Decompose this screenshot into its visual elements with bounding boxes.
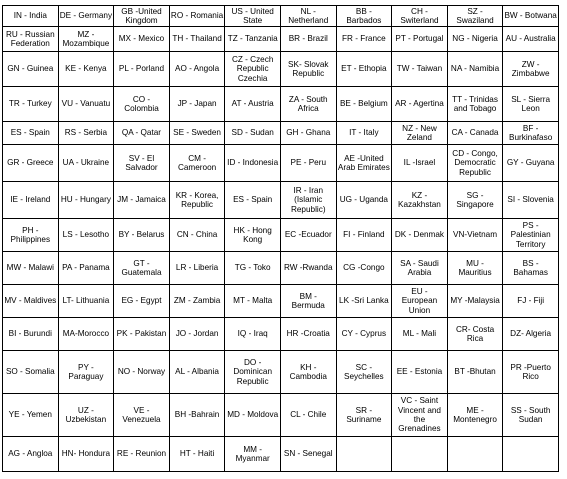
table-cell: FI - Finland bbox=[336, 219, 392, 252]
table-cell: EG - Egypt bbox=[114, 285, 170, 318]
table-cell: LK -Sri Lanka bbox=[336, 285, 392, 318]
table-cell: SD - Sudan bbox=[225, 122, 281, 145]
table-cell: HU - Hungary bbox=[58, 182, 114, 219]
table-cell: US - United State bbox=[225, 6, 281, 27]
table-cell: CL - Chile bbox=[280, 394, 336, 437]
table-cell: ID - Indonesia bbox=[225, 145, 281, 182]
table-cell: EC -Ecuador bbox=[280, 219, 336, 252]
table-cell: VN-Vietnam bbox=[447, 219, 503, 252]
table-cell bbox=[503, 437, 559, 472]
table-row bbox=[3, 87, 559, 122]
table-row bbox=[3, 122, 559, 145]
table-cell: FJ - Fiji bbox=[503, 285, 559, 318]
table-cell: AG - Angloa bbox=[3, 437, 59, 472]
table-row bbox=[3, 219, 559, 252]
table-cell: PH - Philippines bbox=[3, 219, 59, 252]
table-row bbox=[3, 52, 559, 87]
table-cell: ZW - Zimbabwe bbox=[503, 52, 559, 87]
table-cell: ML - Mali bbox=[392, 318, 448, 351]
table-cell: IR - Iran (Islamic Republic) bbox=[280, 182, 336, 219]
table-cell: IL -Israel bbox=[392, 145, 448, 182]
table-cell: IN - India bbox=[3, 6, 59, 27]
table-cell: TT - Trinidas and Tobago bbox=[447, 87, 503, 122]
table-cell: CR- Costa Rica bbox=[447, 318, 503, 351]
table-cell: LT- Lithuania bbox=[58, 285, 114, 318]
table-cell: HT - Haiti bbox=[169, 437, 225, 472]
table-cell bbox=[392, 437, 448, 472]
table-cell: MA-Morocco bbox=[58, 318, 114, 351]
table-cell: PY - Paraguay bbox=[58, 351, 114, 394]
table-row bbox=[3, 27, 559, 52]
table-cell: PA - Panama bbox=[58, 252, 114, 285]
table-cell: RS - Serbia bbox=[58, 122, 114, 145]
table-cell: SC - Seychelles bbox=[336, 351, 392, 394]
table-cell: RO - Romania bbox=[169, 6, 225, 27]
table-cell: GN - Guinea bbox=[3, 52, 59, 87]
table-cell: JO - Jordan bbox=[169, 318, 225, 351]
table-cell: GH - Ghana bbox=[280, 122, 336, 145]
table-cell bbox=[336, 437, 392, 472]
table-cell: AL - Albania bbox=[169, 351, 225, 394]
table-cell: UZ - Uzbekistan bbox=[58, 394, 114, 437]
table-cell: MU - Mauritius bbox=[447, 252, 503, 285]
table-cell: SL - Sierra Leon bbox=[503, 87, 559, 122]
table-cell: KZ - Kazakhstan bbox=[392, 182, 448, 219]
table-row bbox=[3, 394, 559, 437]
table-cell bbox=[447, 437, 503, 472]
table-cell: AU - Australia bbox=[503, 27, 559, 52]
table-cell: CH - Switerland bbox=[392, 6, 448, 27]
table-cell: BE - Belgium bbox=[336, 87, 392, 122]
table-cell: JM - Jamaica bbox=[114, 182, 170, 219]
table-cell: EE - Estonia bbox=[392, 351, 448, 394]
table-cell: BS - Bahamas bbox=[503, 252, 559, 285]
table-cell: TZ - Tanzania bbox=[225, 27, 281, 52]
table-cell: NZ - New Zeland bbox=[392, 122, 448, 145]
table-cell: DE - Germany bbox=[58, 6, 114, 27]
table-cell: JP - Japan bbox=[169, 87, 225, 122]
table-cell: BY - Belarus bbox=[114, 219, 170, 252]
table-cell: SV - El Salvador bbox=[114, 145, 170, 182]
table-cell: ES - Spain bbox=[225, 182, 281, 219]
table-cell: MT - Malta bbox=[225, 285, 281, 318]
table-cell: MD - Moldova bbox=[225, 394, 281, 437]
table-cell: BF - Burkinafaso bbox=[503, 122, 559, 145]
table-cell: PE - Peru bbox=[280, 145, 336, 182]
table-cell: ZM - Zambia bbox=[169, 285, 225, 318]
table-cell: IQ - Iraq bbox=[225, 318, 281, 351]
table-row bbox=[3, 318, 559, 351]
table-cell: CG -Congo bbox=[336, 252, 392, 285]
table-cell: EU - European Union bbox=[392, 285, 448, 318]
table-row bbox=[3, 437, 559, 472]
table-cell: VU - Vanuatu bbox=[58, 87, 114, 122]
table-cell: NA - Namibia bbox=[447, 52, 503, 87]
table-cell: NL - Netherland bbox=[280, 6, 336, 27]
table-cell: FR - France bbox=[336, 27, 392, 52]
table-cell: UG - Uganda bbox=[336, 182, 392, 219]
table-cell: MM - Myanmar bbox=[225, 437, 281, 472]
table-row bbox=[3, 145, 559, 182]
table-cell: BR - Brazil bbox=[280, 27, 336, 52]
table-cell: PT - Portugal bbox=[392, 27, 448, 52]
table-cell: TH - Thailand bbox=[169, 27, 225, 52]
table-cell: MW - Malawi bbox=[3, 252, 59, 285]
table-cell: SO - Somalia bbox=[3, 351, 59, 394]
table-cell: ET - Ethopia bbox=[336, 52, 392, 87]
table-cell: CY - Cyprus bbox=[336, 318, 392, 351]
table-cell: SE - Sweden bbox=[169, 122, 225, 145]
table-cell: AO - Angola bbox=[169, 52, 225, 87]
table-cell: SI - Slovenia bbox=[503, 182, 559, 219]
table-row bbox=[3, 6, 559, 27]
table-cell: LS - Lesotho bbox=[58, 219, 114, 252]
country-code-table bbox=[2, 5, 559, 472]
table-cell: BT -Bhutan bbox=[447, 351, 503, 394]
table-cell: PR -Puerto Rico bbox=[503, 351, 559, 394]
table-cell: GY - Guyana bbox=[503, 145, 559, 182]
table-cell: SK- Slovak Republic bbox=[280, 52, 336, 87]
table-cell: SN - Senegal bbox=[280, 437, 336, 472]
table-cell: YE - Yemen bbox=[3, 394, 59, 437]
table-cell: CN - China bbox=[169, 219, 225, 252]
table-cell: CA - Canada bbox=[447, 122, 503, 145]
table-cell: ZA - South Africa bbox=[280, 87, 336, 122]
table-cell: TR - Turkey bbox=[3, 87, 59, 122]
table-row bbox=[3, 351, 559, 394]
table-cell: CD - Congo, Democratic Republic bbox=[447, 145, 503, 182]
table-cell: VE - Venezuela bbox=[114, 394, 170, 437]
table-cell: CZ - Czech Republic Czechia bbox=[225, 52, 281, 87]
table-cell: DZ- Algeria bbox=[503, 318, 559, 351]
table-cell: KE - Kenya bbox=[58, 52, 114, 87]
table-cell: CM - Cameroon bbox=[169, 145, 225, 182]
table-cell: CO - Colombia bbox=[114, 87, 170, 122]
table-cell: PS - Palestinian Territory bbox=[503, 219, 559, 252]
table-cell: HR -Croatia bbox=[280, 318, 336, 351]
table-cell: BI - Burundi bbox=[3, 318, 59, 351]
table-cell: TW - Taiwan bbox=[392, 52, 448, 87]
table-cell: SA - Saudi Arabia bbox=[392, 252, 448, 285]
table-cell: SR - Suriname bbox=[336, 394, 392, 437]
table-cell: ME - Montenegro bbox=[447, 394, 503, 437]
table-cell: KR - Korea, Republic bbox=[169, 182, 225, 219]
table-cell: AT - Austria bbox=[225, 87, 281, 122]
table-cell: MZ - Mozambique bbox=[58, 27, 114, 52]
table-cell: VC - Saint Vincent and the Grenadines bbox=[392, 394, 448, 437]
table-row bbox=[3, 252, 559, 285]
table-cell: AE -United Arab Emirates bbox=[336, 145, 392, 182]
table-cell: IE - Ireland bbox=[3, 182, 59, 219]
table-row bbox=[3, 182, 559, 219]
table-cell: IT - Italy bbox=[336, 122, 392, 145]
table-cell: PK - Pakistan bbox=[114, 318, 170, 351]
table-cell: UA - Ukraine bbox=[58, 145, 114, 182]
table-cell: MY -Malaysia bbox=[447, 285, 503, 318]
table-cell: GB -United Kingdom bbox=[114, 6, 170, 27]
table-cell: NO - Norway bbox=[114, 351, 170, 394]
table-cell: DK - Denmak bbox=[392, 219, 448, 252]
table-cell: RE - Reunion bbox=[114, 437, 170, 472]
table-cell: RW -Rwanda bbox=[280, 252, 336, 285]
country-code-table-body bbox=[3, 6, 559, 472]
table-cell: NG - Nigeria bbox=[447, 27, 503, 52]
table-cell: LR - Liberia bbox=[169, 252, 225, 285]
table-cell: BB - Barbados bbox=[336, 6, 392, 27]
table-cell: SG - Singapore bbox=[447, 182, 503, 219]
table-cell: BH -Bahrain bbox=[169, 394, 225, 437]
table-cell: HK - Hong Kong bbox=[225, 219, 281, 252]
table-cell: MX - Mexico bbox=[114, 27, 170, 52]
table-cell: AR - Agertina bbox=[392, 87, 448, 122]
table-cell: SS - South Sudan bbox=[503, 394, 559, 437]
table-cell: GT - Guatemala bbox=[114, 252, 170, 285]
table-cell: PL - Porland bbox=[114, 52, 170, 87]
table-cell: DO - Dominican Republic bbox=[225, 351, 281, 394]
table-cell: KH - Cambodia bbox=[280, 351, 336, 394]
table-cell: BW - Botwana bbox=[503, 6, 559, 27]
table-cell: MV - Maldives bbox=[3, 285, 59, 318]
table-cell: TG - Toko bbox=[225, 252, 281, 285]
table-cell: HN- Hondura bbox=[58, 437, 114, 472]
table-cell: BM - Bermuda bbox=[280, 285, 336, 318]
table-cell: GR - Greece bbox=[3, 145, 59, 182]
table-cell: RU - Russian Federation bbox=[3, 27, 59, 52]
table-cell: QA - Qatar bbox=[114, 122, 170, 145]
table-row bbox=[3, 285, 559, 318]
table-cell: ES - Spain bbox=[3, 122, 59, 145]
table-cell: SZ - Swaziland bbox=[447, 6, 503, 27]
